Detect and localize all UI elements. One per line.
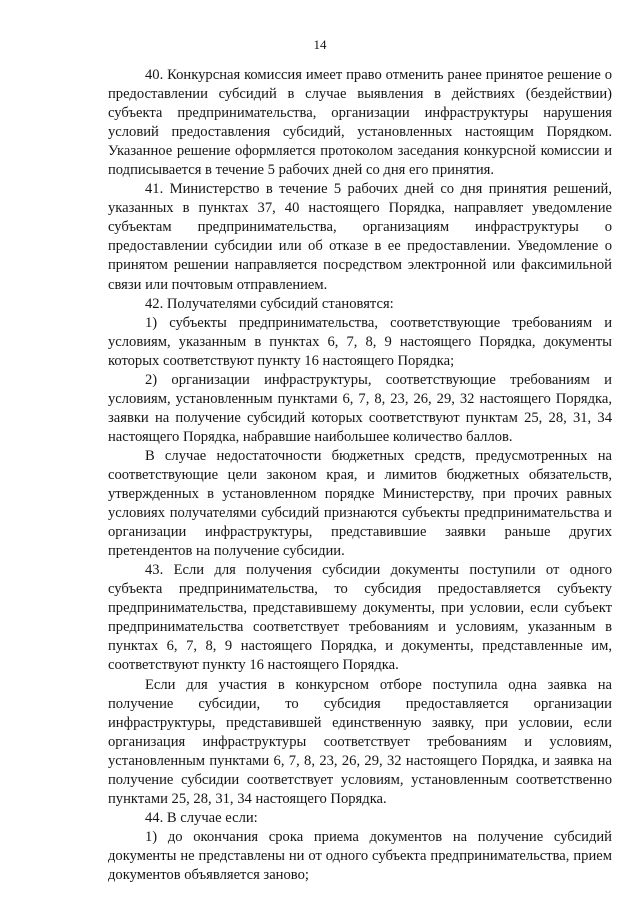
paragraph-42-insufficient-funds: В случае недостаточности бюджетных средств, предусмотренных на соответствующие цели законом края, и лимитов бюджетных обязательств, утвержденных в установленном порядке Министерству, при прочих равных условиях получателями субсидий признаются субъекты предпринимательства и организации инфраструктуры, представившие заявки раньше других претендентов на получение субсидии.: [108, 447, 612, 560]
paragraph-43: 43. Если для получения субсидии документы поступили от одного субъекта предпринимательства, то субсидия предоставляется субъекту предпринимательства, представившему документы, при условии, если субъект предпринимательства соответствует требованиям и условиям, указанным в пунктах 6, 7, 8, 9 настоящего Порядка, и документы, представленные им, соответствуют пункту 16 настоящего Порядка.: [108, 562, 612, 674]
page-number: 14: [313, 37, 327, 52]
paragraph-44-item-1: 1) до окончания срока приема документов на получение субсидий документы не представлены ни от одного субъекта предпринимательства, прием документов объявляется заново;: [108, 828, 612, 883]
paragraph-42-heading: 42. Получателями субсидий становятся:: [145, 295, 394, 312]
paragraph-41: 41. Министерство в течение 5 рабочих дней со дня принятия решений, указанных в пунктах 37, 40 настоящего Порядка, направляет уведомление субъектам предпринимательства, организациям инфраструктуры о предоставлении субсидии или об отказе в ее предоставлении. Уведомление о принятом решении направляется посредством электронной или факсимильной связи или почтовым отправлением.: [108, 181, 612, 293]
paragraph-42-item-2: 2) организации инфраструктуры, соответствующие требованиям и условиям, установленным пунктами 6, 7, 8, 23, 26, 29, 32 настоящего Порядка, заявки на получение субсидий которых соответствуют пунктам 25, 28, 31, 34 настоящего Порядка, набравшие наибольшее количество баллов.: [108, 371, 612, 445]
document-body: [108, 66, 612, 885]
paragraph-43-single-application: Если для участия в конкурсном отборе поступила одна заявка на получение субсидии, то субсидия предоставляется организации инфраструктуры, представившей единственную заявку, при условии, если организация инфраструктуры соответствует требованиям и условиям, установленным пунктами 6, 7, 8, 23, 26, 29, 32 настоящего Порядка, и заявка на получение субсидии соответствует условиям, установленным соответственно пунктами 25, 28, 31, 34 настоящего Порядка.: [108, 676, 612, 807]
paragraph-44-heading: 44. В случае если:: [145, 809, 258, 826]
paragraph-42-item-1: 1) субъекты предпринимательства, соответствующие требованиям и условиям, указанным в пунктах 6, 7, 8, 9 настоящего Порядка, документы которых соответствуют пункту 16 настоящего Порядка;: [108, 314, 612, 369]
paragraph-40: 40. Конкурсная комиссия имеет право отменить ранее принятое решение о предоставлении субсидий в случае выявления в действиях (бездействии) субъекта предпринимательства, организации инфраструктуры нарушения условий предоставления субсидий, установленных настоящим Порядком. Указанное решение оформляется протоколом заседания конкурсной комиссии и подписывается в течение 5 рабочих дней со дня его принятия.: [108, 67, 612, 179]
